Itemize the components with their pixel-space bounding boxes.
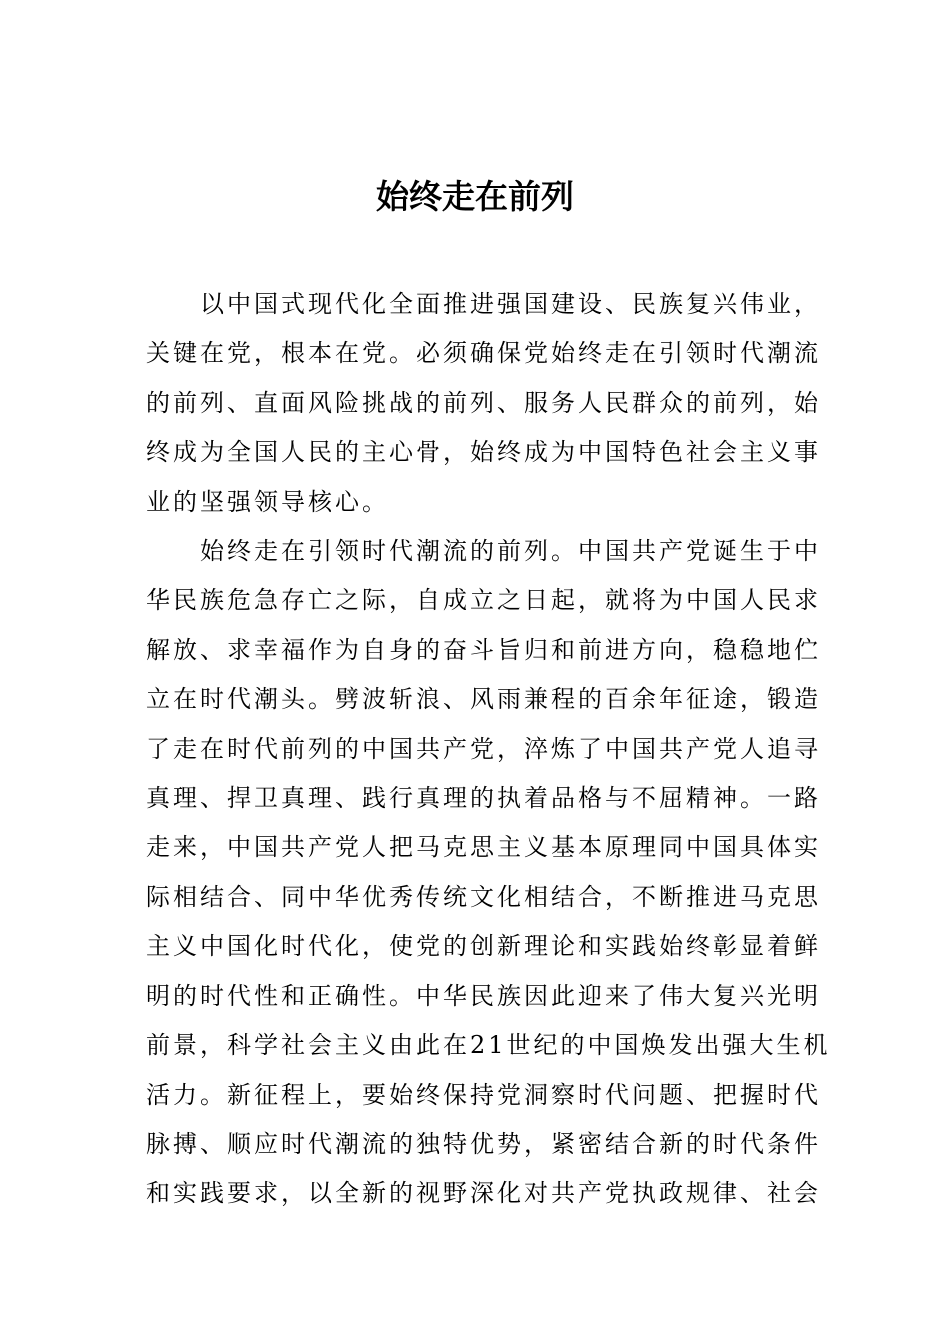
text-line: 业的坚强领导核心。: [146, 487, 389, 516]
text-line: 主义中国化时代化，使党的创新理论和实践始终彰显着鲜: [146, 932, 821, 961]
text-line: 华民族危急存亡之际，自成立之日起，就将为中国人民求: [146, 586, 821, 615]
text-line: 解放、求幸福作为自身的奋斗旨归和前进方向，稳稳地伫: [146, 635, 821, 664]
text-line: 关键在党，根本在党。必须确保党始终走在引领时代潮流: [146, 339, 821, 368]
text-line: 明的时代性和正确性。中华民族因此迎来了伟大复兴光明: [146, 981, 821, 1010]
paragraph-1: [146, 280, 821, 527]
text-line: 终成为全国人民的主心骨，始终成为中国特色社会主义事: [146, 438, 821, 467]
document-body: [146, 280, 831, 1219]
text-line: 的前列、直面风险挑战的前列、服务人民群众的前列，始: [146, 388, 821, 417]
text-line: 始终走在引领时代潮流的前列。中国共产党诞生于中: [200, 537, 821, 566]
text-line: 前景，科学社会主义由此在21世纪的中国焕发出强大生机: [146, 1031, 831, 1060]
text-line: 以中国式现代化全面推进强国建设、民族复兴伟业，: [200, 290, 821, 318]
text-line: 真理、捍卫真理、践行真理的执着品格与不屈精神。一路: [146, 784, 821, 813]
text-line: 立在时代潮头。劈波斩浪、风雨兼程的百余年征途，锻造: [146, 685, 821, 714]
document-title: 始终走在前列: [376, 177, 574, 216]
text-line: 活力。新征程上，要始终保持党洞察时代问题、把握时代: [146, 1080, 821, 1109]
text-line: 际相结合、同中华优秀传统文化相结合，不断推进马克思: [146, 882, 821, 911]
text-line: 了走在时代前列的中国共产党，淬炼了中国共产党人追寻: [146, 734, 821, 763]
text-line: 脉搏、顺应时代潮流的独特优势，紧密结合新的时代条件: [146, 1129, 821, 1158]
paragraph-2: [146, 527, 831, 1219]
text-line: 走来，中国共产党人把马克思主义基本原理同中国具体实: [146, 833, 821, 862]
text-line: 和实践要求，以全新的视野深化对共产党执政规律、社会: [146, 1179, 821, 1208]
